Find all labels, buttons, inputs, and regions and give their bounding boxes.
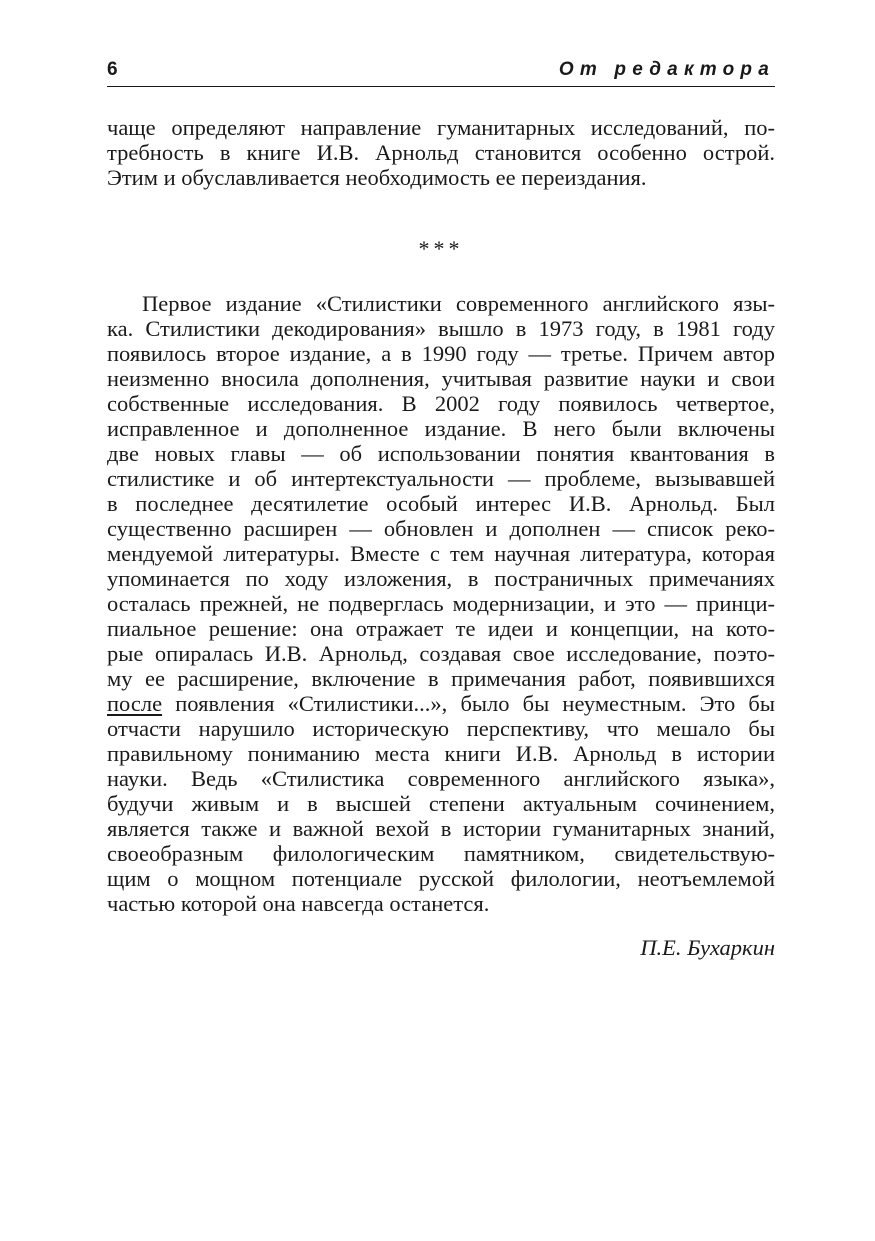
running-head-title: От редактора	[558, 59, 775, 80]
intro-line: требность в книге И.В. Арнольд становится особенно острой.	[107, 140, 775, 165]
body-line-rest: появления «Стилистики...», было бы неуместным. Это бы	[162, 691, 775, 716]
intro-line: чаще определяют направление гуманитарных исследований, по-	[107, 115, 775, 140]
body-line: своеобразным филологическим памятником, свидетельствую-	[107, 841, 775, 866]
page-number: 6	[107, 59, 118, 80]
body-line: неизменно вносила дополнения, учитывая развитие науки и свои	[107, 366, 775, 391]
body-line: щим о мощном потенциале русской филологии, неотъемлемой	[107, 866, 775, 891]
body-line: собственные исследования. В 2002 году появилось четвертое,	[107, 391, 775, 416]
body-line: две новых главы — об использовании понятия квантования в	[107, 441, 775, 466]
body-line: пиальное решение: она отражает те идеи и концепции, на кото-	[107, 616, 775, 641]
underlined-word: после	[107, 691, 163, 716]
running-header	[107, 58, 775, 87]
body-line: отчасти нарушило историческую перспективу, что мешало бы	[107, 716, 775, 741]
body-line: му ее расширение, включение в примечания работ, появившихся	[107, 666, 775, 691]
body-line: частью которой она навсегда останется.	[107, 891, 490, 916]
body-line: правильному пониманию места книги И.В. Арнольд в истории	[107, 741, 775, 766]
body-line	[107, 691, 775, 716]
body-line: ка. Стилистики декодирования» вышло в 1973 году, в 1981 году	[107, 316, 775, 341]
body-line: Первое издание «Стилистики современного английского язы-	[142, 291, 775, 316]
body-line: будучи живым и в высшей степени актуальным сочинением,	[107, 791, 775, 816]
author-signature: П.Е. Бухаркин	[640, 935, 775, 960]
body-line: науки. Ведь «Стилистика современного английского языка»,	[107, 766, 775, 791]
intro-line: Этим и обуславливается необходимость ее переиздания.	[107, 165, 647, 190]
body-line: является также и важной вехой в истории гуманитарных знаний,	[107, 816, 775, 841]
body-line: стилистике и об интертекстуальности — проблеме, вызывавшей	[107, 466, 775, 491]
body-line: мендуемой литературы. Вместе с тем научная литература, которая	[107, 541, 775, 566]
body-line: упоминается по ходу изложения, в постраничных примечаниях	[107, 566, 775, 591]
body-line: рые опиралась И.В. Арнольд, создавая свое исследование, поэто-	[107, 641, 775, 666]
section-separator: ***	[418, 236, 464, 261]
body-line: осталась прежней, не подверглась модернизации, и это — принци-	[107, 591, 775, 616]
body-line: исправленное и дополненное издание. В него были включены	[107, 416, 775, 441]
body-line: появилось второе издание, а в 1990 году — третье. Причем автор	[107, 341, 775, 366]
body-line: существенно расширен — обновлен и дополнен — список реко-	[107, 516, 775, 541]
body-line: в последнее десятилетие особый интерес И.В. Арнольд. Был	[107, 491, 775, 516]
